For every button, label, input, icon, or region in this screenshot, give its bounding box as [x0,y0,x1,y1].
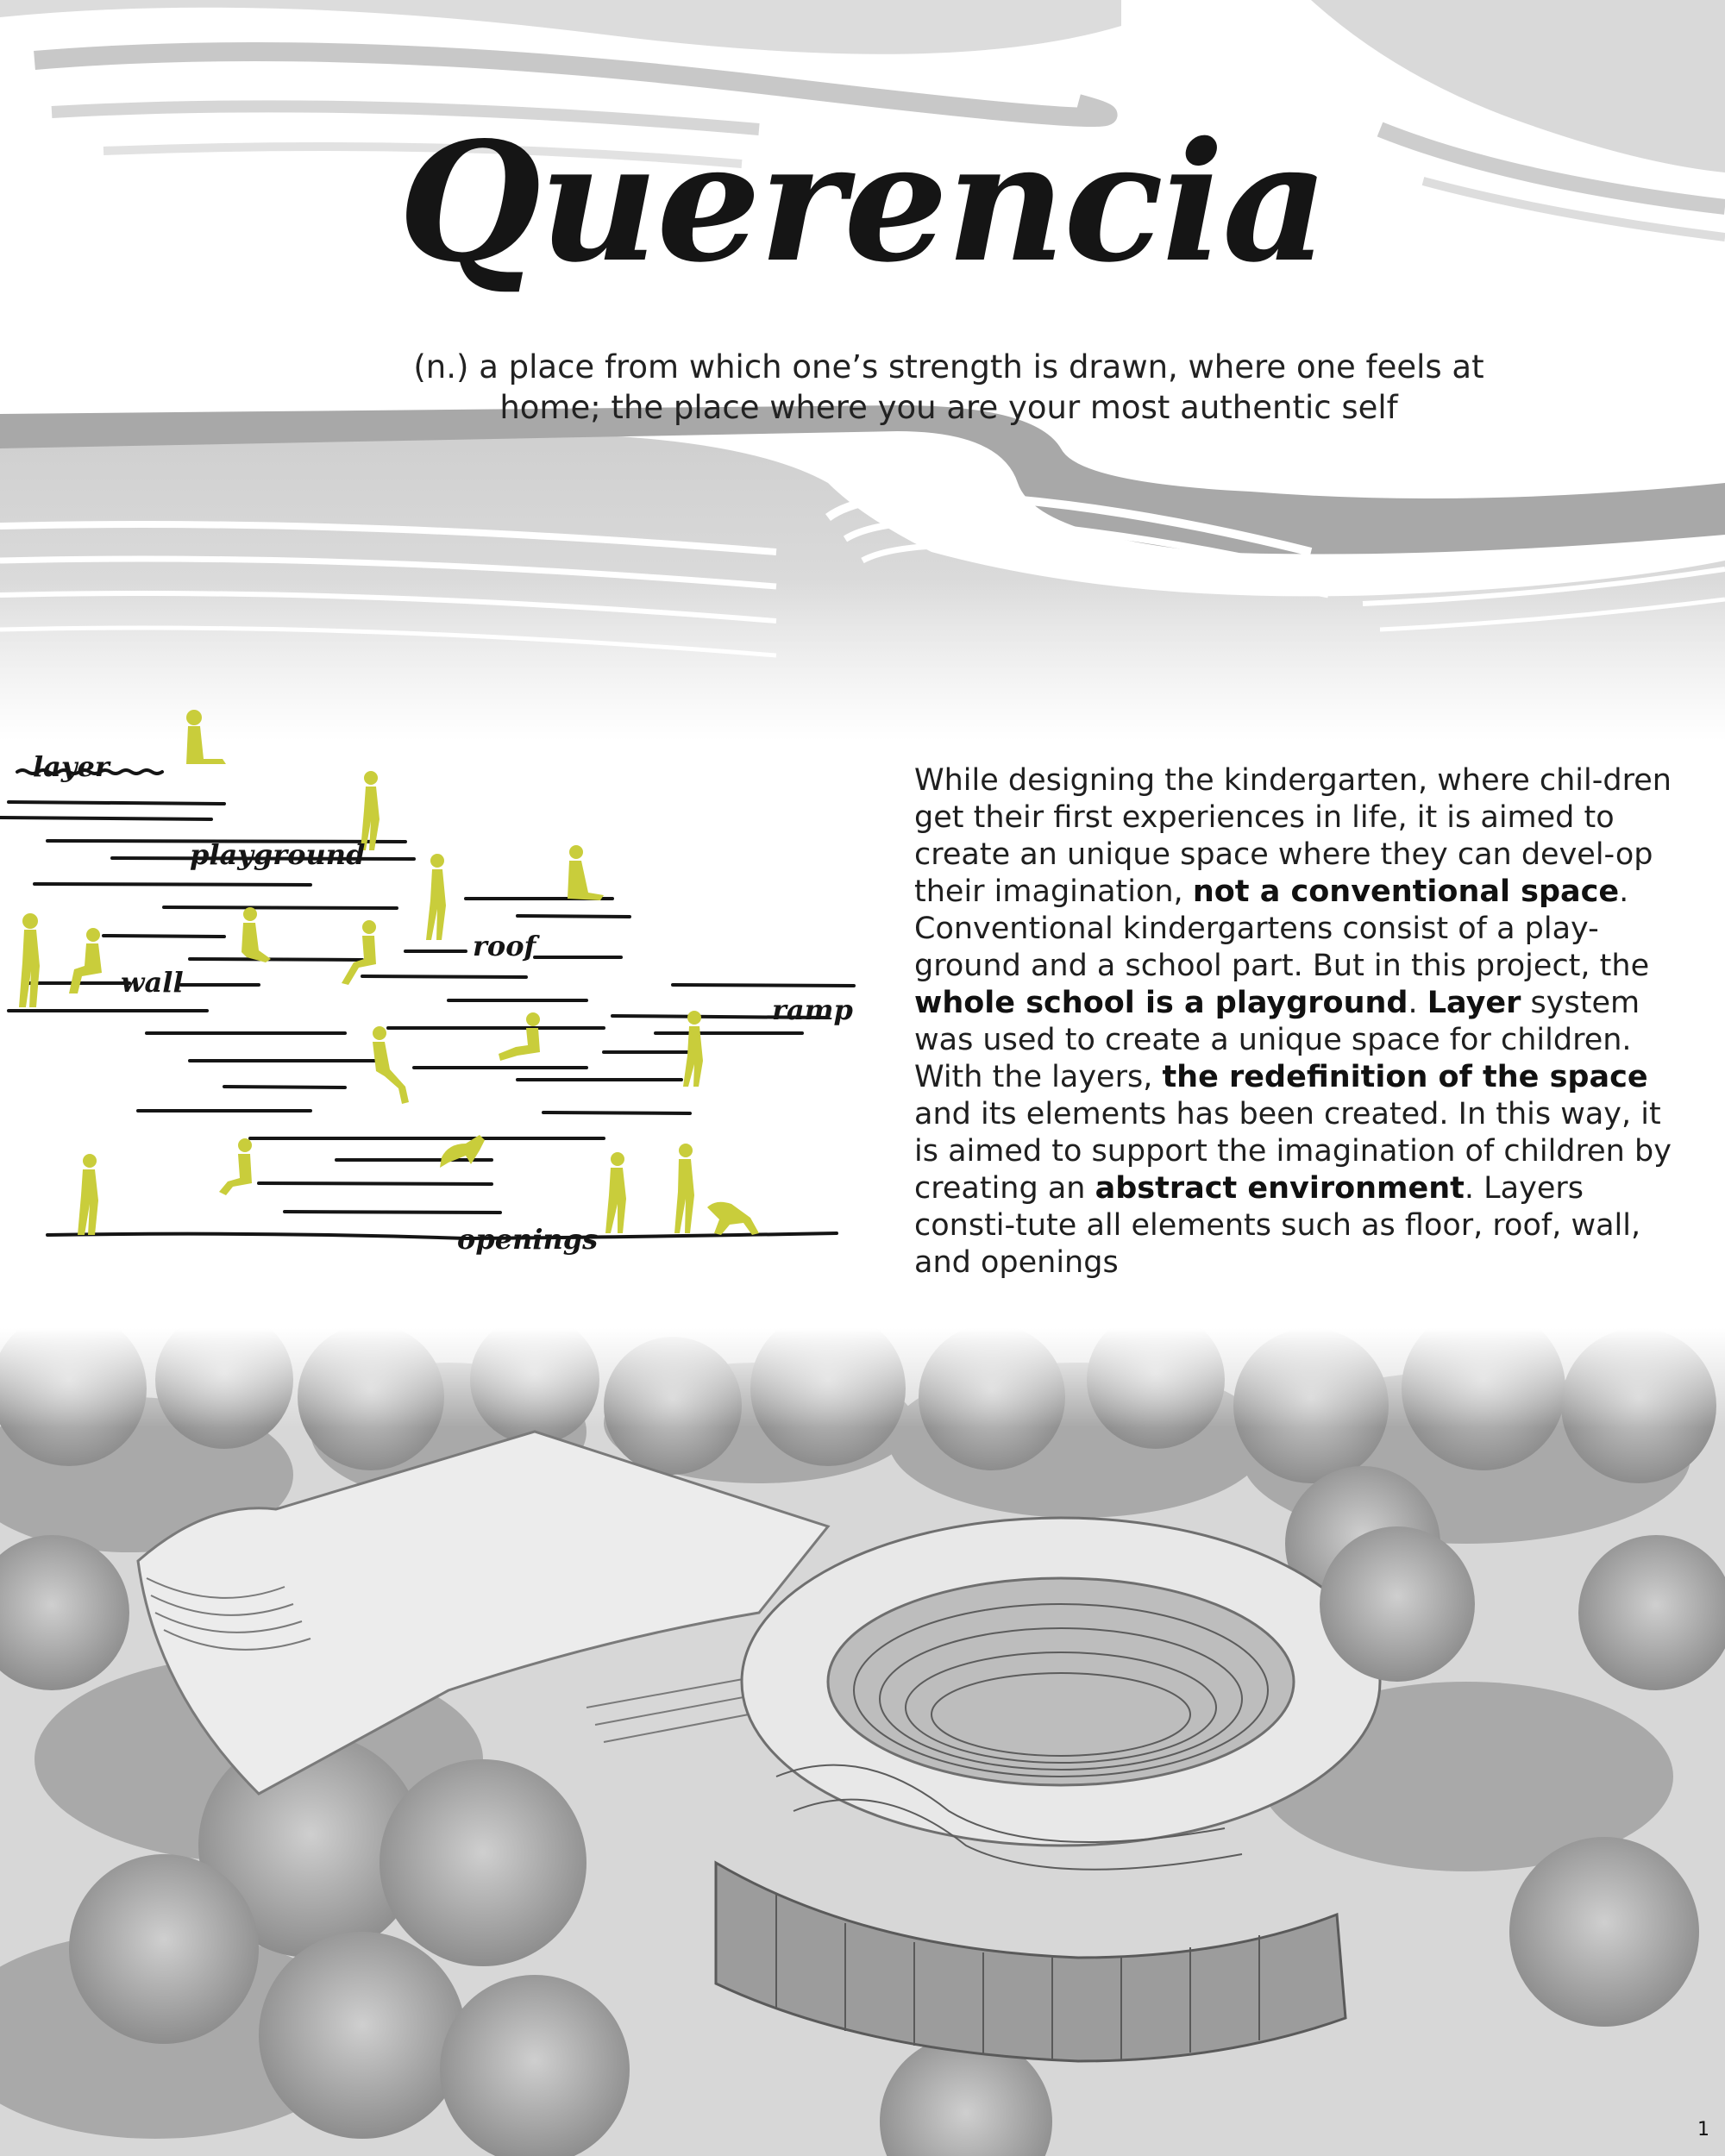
person-figure [499,1012,540,1061]
description-emphasis: the redefinition of the space [1162,1060,1648,1094]
description-text: system was used to create a unique space for children. With the layers, [914,986,1640,1094]
layer-line [362,976,526,977]
layer-line [9,802,224,804]
aerial-render [0,1328,1725,2156]
description-emphasis: whole school is a playground [914,986,1408,1020]
person-figure [426,854,446,940]
description-paragraph [914,762,1690,1282]
layer-line [673,985,854,986]
diagram-label-playground: playground [190,838,366,871]
layer-line [518,916,630,917]
description-text: . [1408,986,1427,1020]
definition-line-1: (n.) a place from which one’s strength is drawn, where one feels at [413,348,1484,385]
layer-line [34,884,310,885]
person-figure [242,907,271,962]
diagram-label-roof: roof [473,930,536,962]
layer-line [164,907,397,908]
diagram-label-layer: layer [33,750,110,783]
diagram-label-ramp: ramp [772,993,853,1026]
description-text: While designing the kindergarten, where chil-dren get their first experiences in life, it is aimed to create an unique space where they can devel-op their imagination, [914,763,1672,909]
definition-line-2: home; the place where you are your most authentic self [499,389,1398,426]
description-text: and its elements has been created. In this way, it is aimed to support the imagination of children by creating an [914,1097,1672,1206]
layer-line [543,1112,690,1113]
person-figure [683,1011,703,1087]
person-figure [373,1026,409,1104]
person-figure [674,1144,694,1233]
person-figure [186,710,226,764]
person-figure [78,1154,98,1235]
description-emphasis: Layer [1427,986,1521,1020]
definition-text [362,347,1535,428]
layer-line [190,959,362,960]
page-number: 1 [1697,2119,1709,2140]
page-title: Querencia [398,106,1327,298]
dog-figure [707,1202,759,1235]
diagram-label-openings: openings [457,1223,599,1256]
person-figure [219,1138,252,1195]
diagram-label-wall: wall [121,966,184,999]
layer-line [259,1183,492,1184]
person-figure [605,1152,626,1233]
layer-line [0,818,211,819]
person-figure [568,845,604,900]
description-emphasis: abstract environment [1095,1171,1465,1206]
description-emphasis: not a conventional space [1192,874,1620,909]
layers-diagram [0,707,871,1276]
layer-line [285,1212,500,1213]
description-text: . Conventional kindergartens consist of a play-ground and a school part. But in this project, the [914,874,1650,983]
description-text: . Layers consti-tute all elements such as floor, roof, wall, and openings [914,1171,1641,1280]
person-figure [19,913,40,1007]
layer-line [104,936,224,937]
